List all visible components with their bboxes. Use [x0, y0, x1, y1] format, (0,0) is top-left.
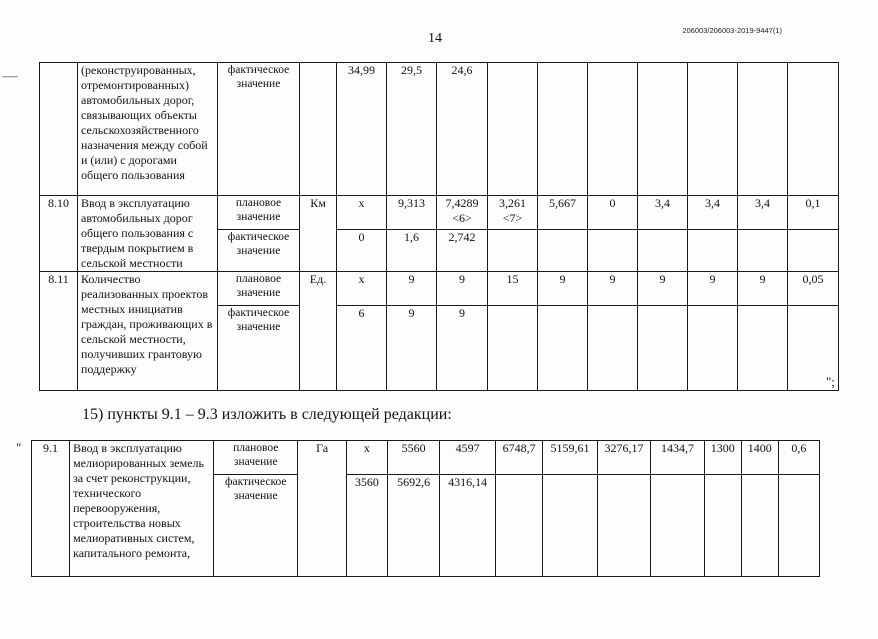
indicators-table-2: [31, 440, 820, 577]
cell-value: [588, 306, 638, 391]
cell-value: [495, 475, 542, 577]
cell-value: 3276,17: [597, 441, 650, 475]
cell-value: 34,99: [337, 63, 387, 196]
value-type: плановое значение: [214, 441, 298, 475]
cell-value: [788, 63, 839, 196]
cell-value: 3,261 <7>: [488, 196, 538, 230]
cell-value: 15: [488, 272, 538, 306]
cell-value: [738, 230, 788, 272]
cell-value: 0: [588, 196, 638, 230]
closing-quote: ";: [826, 374, 835, 389]
cell-value: [488, 230, 538, 272]
cell-value: 0,6: [778, 441, 819, 475]
table-row: [40, 196, 839, 230]
unit: Км: [300, 196, 337, 272]
cell-value: [651, 475, 704, 577]
cell-value: 29,5: [387, 63, 437, 196]
cell-value: [538, 306, 588, 391]
cell-value: 3,4: [688, 196, 738, 230]
cell-value: 0,1: [788, 196, 839, 230]
value-type: фактическое значение: [218, 230, 300, 272]
cell-value: [741, 475, 778, 577]
cell-value: [588, 230, 638, 272]
cell-value: [538, 63, 588, 196]
cell-value: 6748,7: [495, 441, 542, 475]
cell-value: х: [337, 272, 387, 306]
value-type: фактическое значение: [214, 475, 298, 577]
indicators-table-1: [39, 62, 839, 391]
cell-value: [688, 230, 738, 272]
cell-value: 1300: [704, 441, 741, 475]
cell-value: [788, 230, 839, 272]
cell-value: [538, 230, 588, 272]
indicator-name: Количество реализованных проектов местных инициатив граждан, проживающих в сельской местности, получивших грантовую поддержку: [78, 272, 218, 391]
cell-value: 0,05: [788, 272, 839, 306]
cell-value: 1400: [741, 441, 778, 475]
cell-value: 3,4: [738, 196, 788, 230]
cell-value: 9: [588, 272, 638, 306]
cell-value: 9: [437, 306, 488, 391]
row-number: 8.10: [40, 196, 78, 272]
cell-value: 5692,6: [387, 475, 439, 577]
table-row: [40, 272, 839, 306]
cell-value: 9: [387, 272, 437, 306]
cell-value: 2,742: [437, 230, 488, 272]
cell-value: 7,4289 <6>: [437, 196, 488, 230]
cell-value: [638, 230, 688, 272]
cell-value: 4316,14: [440, 475, 496, 577]
cell-value: 3,4: [638, 196, 688, 230]
cell-value: 9: [437, 272, 488, 306]
cell-value: 9,313: [387, 196, 437, 230]
unit: Ед.: [300, 272, 337, 391]
opening-quote: ": [16, 440, 22, 455]
value-type: плановое значение: [218, 196, 300, 230]
unit: Га: [298, 441, 346, 577]
cell-value: 4597: [440, 441, 496, 475]
cell-value: 9: [638, 272, 688, 306]
cell-value: [638, 63, 688, 196]
table-row: [32, 441, 820, 475]
page-number: 14: [428, 31, 442, 46]
table-row: [40, 63, 839, 196]
cell-value: 5,667: [538, 196, 588, 230]
cell-value: [488, 306, 538, 391]
cell-value: [738, 306, 788, 391]
cell-value: [488, 63, 538, 196]
cell-value: 1434,7: [651, 441, 704, 475]
cell-value: [688, 306, 738, 391]
cell-value: 3560: [346, 475, 387, 577]
cell-value: [543, 475, 598, 577]
indicator-name: (реконструированных, отремонтированных) автомобильных дорог, связывающих объекты сельскохозяйственного назначения между собой и (или) с дорогами общего пользования: [78, 63, 218, 196]
row-number: 9.1: [32, 441, 70, 577]
cell-value: 9: [738, 272, 788, 306]
cell-value: [738, 63, 788, 196]
indicator-name: Ввод в эксплуатацию мелиорированных земель за счет реконструкции, технического перевооружения, строительства новых мелиоративных систем, капитального ремонта,: [70, 441, 214, 577]
cell-value: 24,6: [437, 63, 488, 196]
cell-value: 6: [337, 306, 387, 391]
cell-value: х: [337, 196, 387, 230]
cell-value: 0: [337, 230, 387, 272]
cell-value: х: [346, 441, 387, 475]
indicator-name: Ввод в эксплуатацию автомобильных дорог общего пользования с твердым покрытием в сельской местности: [78, 196, 218, 272]
cell-value: 5560: [387, 441, 439, 475]
row-number: 8.11: [40, 272, 78, 391]
cell-value: 5159,61: [543, 441, 598, 475]
cell-value: [704, 475, 741, 577]
cell-value: 1,6: [387, 230, 437, 272]
cell-value: 9: [387, 306, 437, 391]
cell-value: [597, 475, 650, 577]
value-type: плановое значение: [218, 272, 300, 306]
row-number: [40, 63, 78, 196]
cell-value: [778, 475, 819, 577]
value-type: фактическое значение: [218, 306, 300, 391]
document-code: 206003/206003-2019-9447(1): [682, 26, 782, 35]
value-type: фактическое значение: [218, 63, 300, 196]
cell-value: 9: [688, 272, 738, 306]
cell-value: [688, 63, 738, 196]
scan-fragment: ---------: [2, 72, 17, 81]
amendment-heading: 15) пункты 9.1 – 9.3 изложить в следующей редакции:: [82, 406, 452, 423]
cell-value: [588, 63, 638, 196]
cell-value: [638, 306, 688, 391]
unit: [300, 63, 337, 196]
cell-value: 9: [538, 272, 588, 306]
